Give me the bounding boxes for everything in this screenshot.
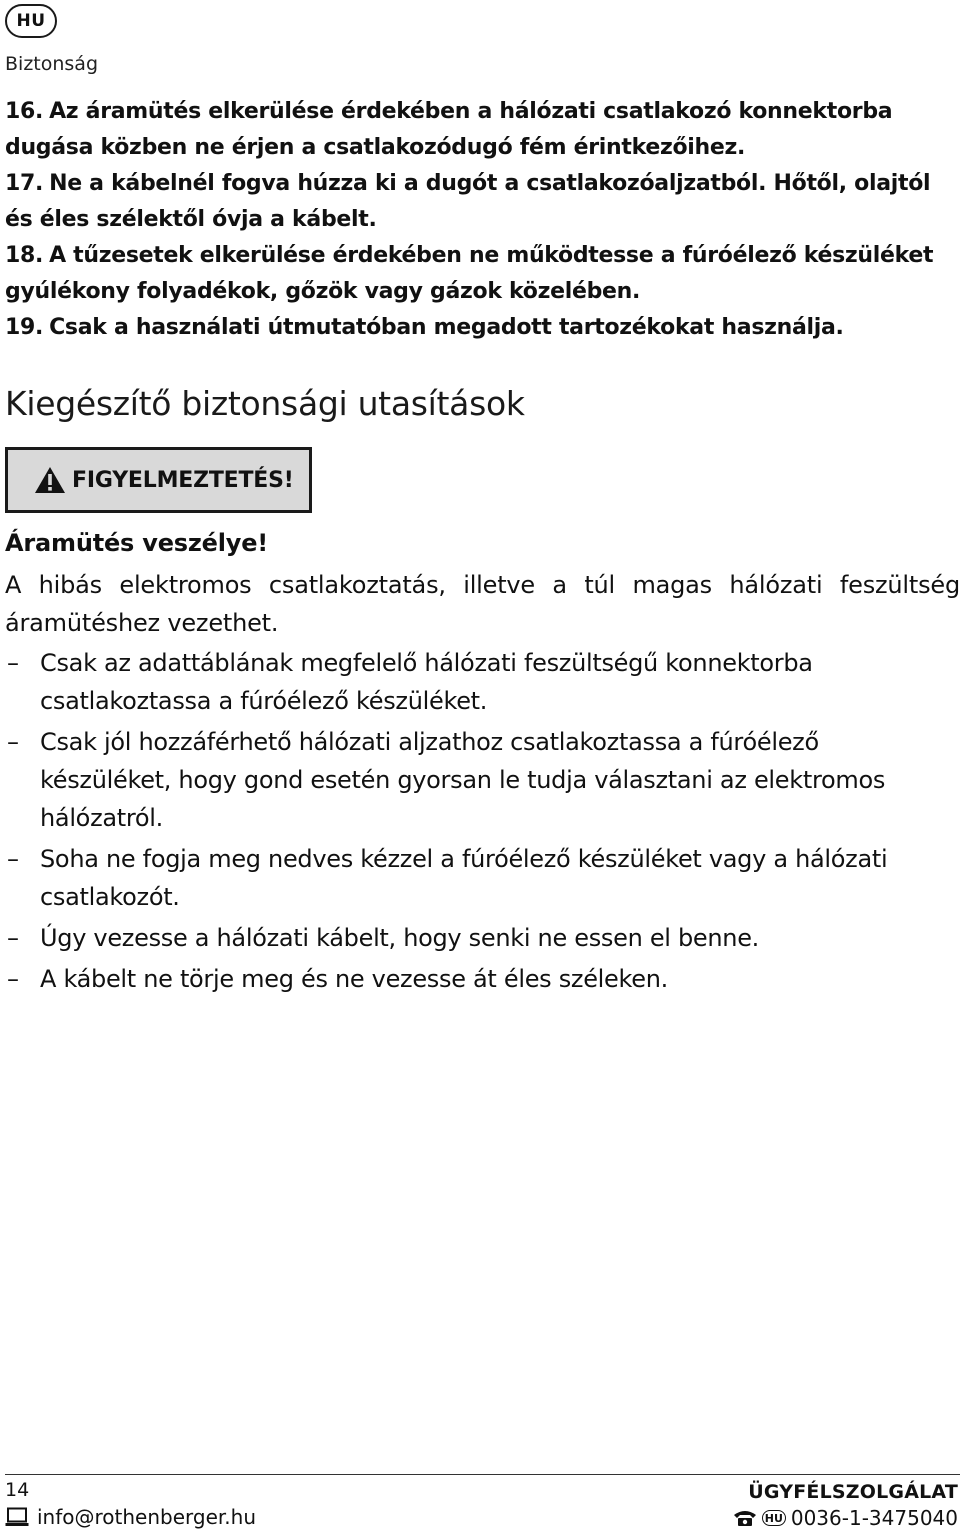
telephone-icon [732,1509,758,1527]
warning-box [5,447,312,513]
list-item [5,166,955,238]
laptop-icon [5,1507,29,1527]
list-item [5,238,955,310]
language-badge: HU [5,4,57,38]
list-item [5,840,955,916]
list-item [5,960,955,998]
item-number: 16. [5,99,44,124]
footer-divider [5,1474,960,1475]
item-text: Az áramütés elkerülése érdekében a hálózati csatlakozó konnektorba dugása közben ne érjen a csatlakozódugó fém érintkezőihez. [5,99,893,160]
list-item [5,723,955,837]
item-text: A tűzesetek elkerülése érdekében ne működtesse a fúróélező készüléket gyúlékony folyadékok, gőzök vagy gázok közelében. [5,243,934,304]
list-item [5,919,955,957]
section-heading: Kiegészítő biztonsági utasítások [5,384,525,423]
page-number: 14 [5,1479,30,1501]
bullet-dash: – [7,649,19,677]
list-item [5,310,955,346]
bullet-dash: – [7,965,19,993]
list-item [5,644,955,720]
danger-title: Áramütés veszélye! [5,529,269,557]
footer-email [5,1505,256,1529]
bullet-text: A kábelt ne törje meg és ne vezesse át éles széleken. [40,965,668,993]
footer-phone [732,1506,958,1530]
customer-service-label: ÜGYFÉLSZOLGÁLAT [748,1481,958,1503]
list-item [5,94,955,166]
phone-country-badge: HU [762,1510,786,1526]
item-number: 19. [5,315,44,340]
item-text: Csak a használati útmutatóban megadott tartozékokat használja. [49,315,844,340]
instruction-list [5,644,955,1001]
bullet-dash: – [7,728,19,756]
bullet-text: Úgy vezesse a hálózati kábelt, hogy senki ne essen el benne. [40,924,760,952]
bullet-text: Soha ne fogja meg nedves kézzel a fúróélező készüléket vagy a hálózati csatlakozót. [40,845,888,911]
item-number: 17. [5,171,44,196]
danger-text: A hibás elektromos csatlakoztatás, illetve a túl magas hálózati feszültség áramütéshez vezethet. [5,571,960,637]
bullet-text: Csak az adattáblának megfelelő hálózati feszültségű konnektorba csatlakoztassa a fúróélező készüléket. [40,649,813,715]
section-label: Biztonság [5,53,99,75]
item-number: 18. [5,243,44,268]
warning-triangle-icon [34,466,66,494]
warning-label: FIGYELMEZTETÉS! [72,467,294,493]
bullet-text: Csak jól hozzáférhető hálózati aljzathoz csatlakoztassa a fúróélező készüléket, hogy gond esetén gyorsan le tudja választani az elektromos hálózatról. [40,728,886,832]
numbered-safety-list [5,94,955,346]
item-text: Ne a kábelnél fogva húzza ki a dugót a csatlakozóaljzatból. Hőtől, olajtól és éles szélektől óvja a kábelt. [5,171,931,232]
bullet-dash: – [7,845,19,873]
bullet-dash: – [7,924,19,952]
email-link[interactable]: info@rothenberger.hu [37,1505,256,1529]
phone-number[interactable]: 0036-1-3475040 [790,1506,958,1530]
